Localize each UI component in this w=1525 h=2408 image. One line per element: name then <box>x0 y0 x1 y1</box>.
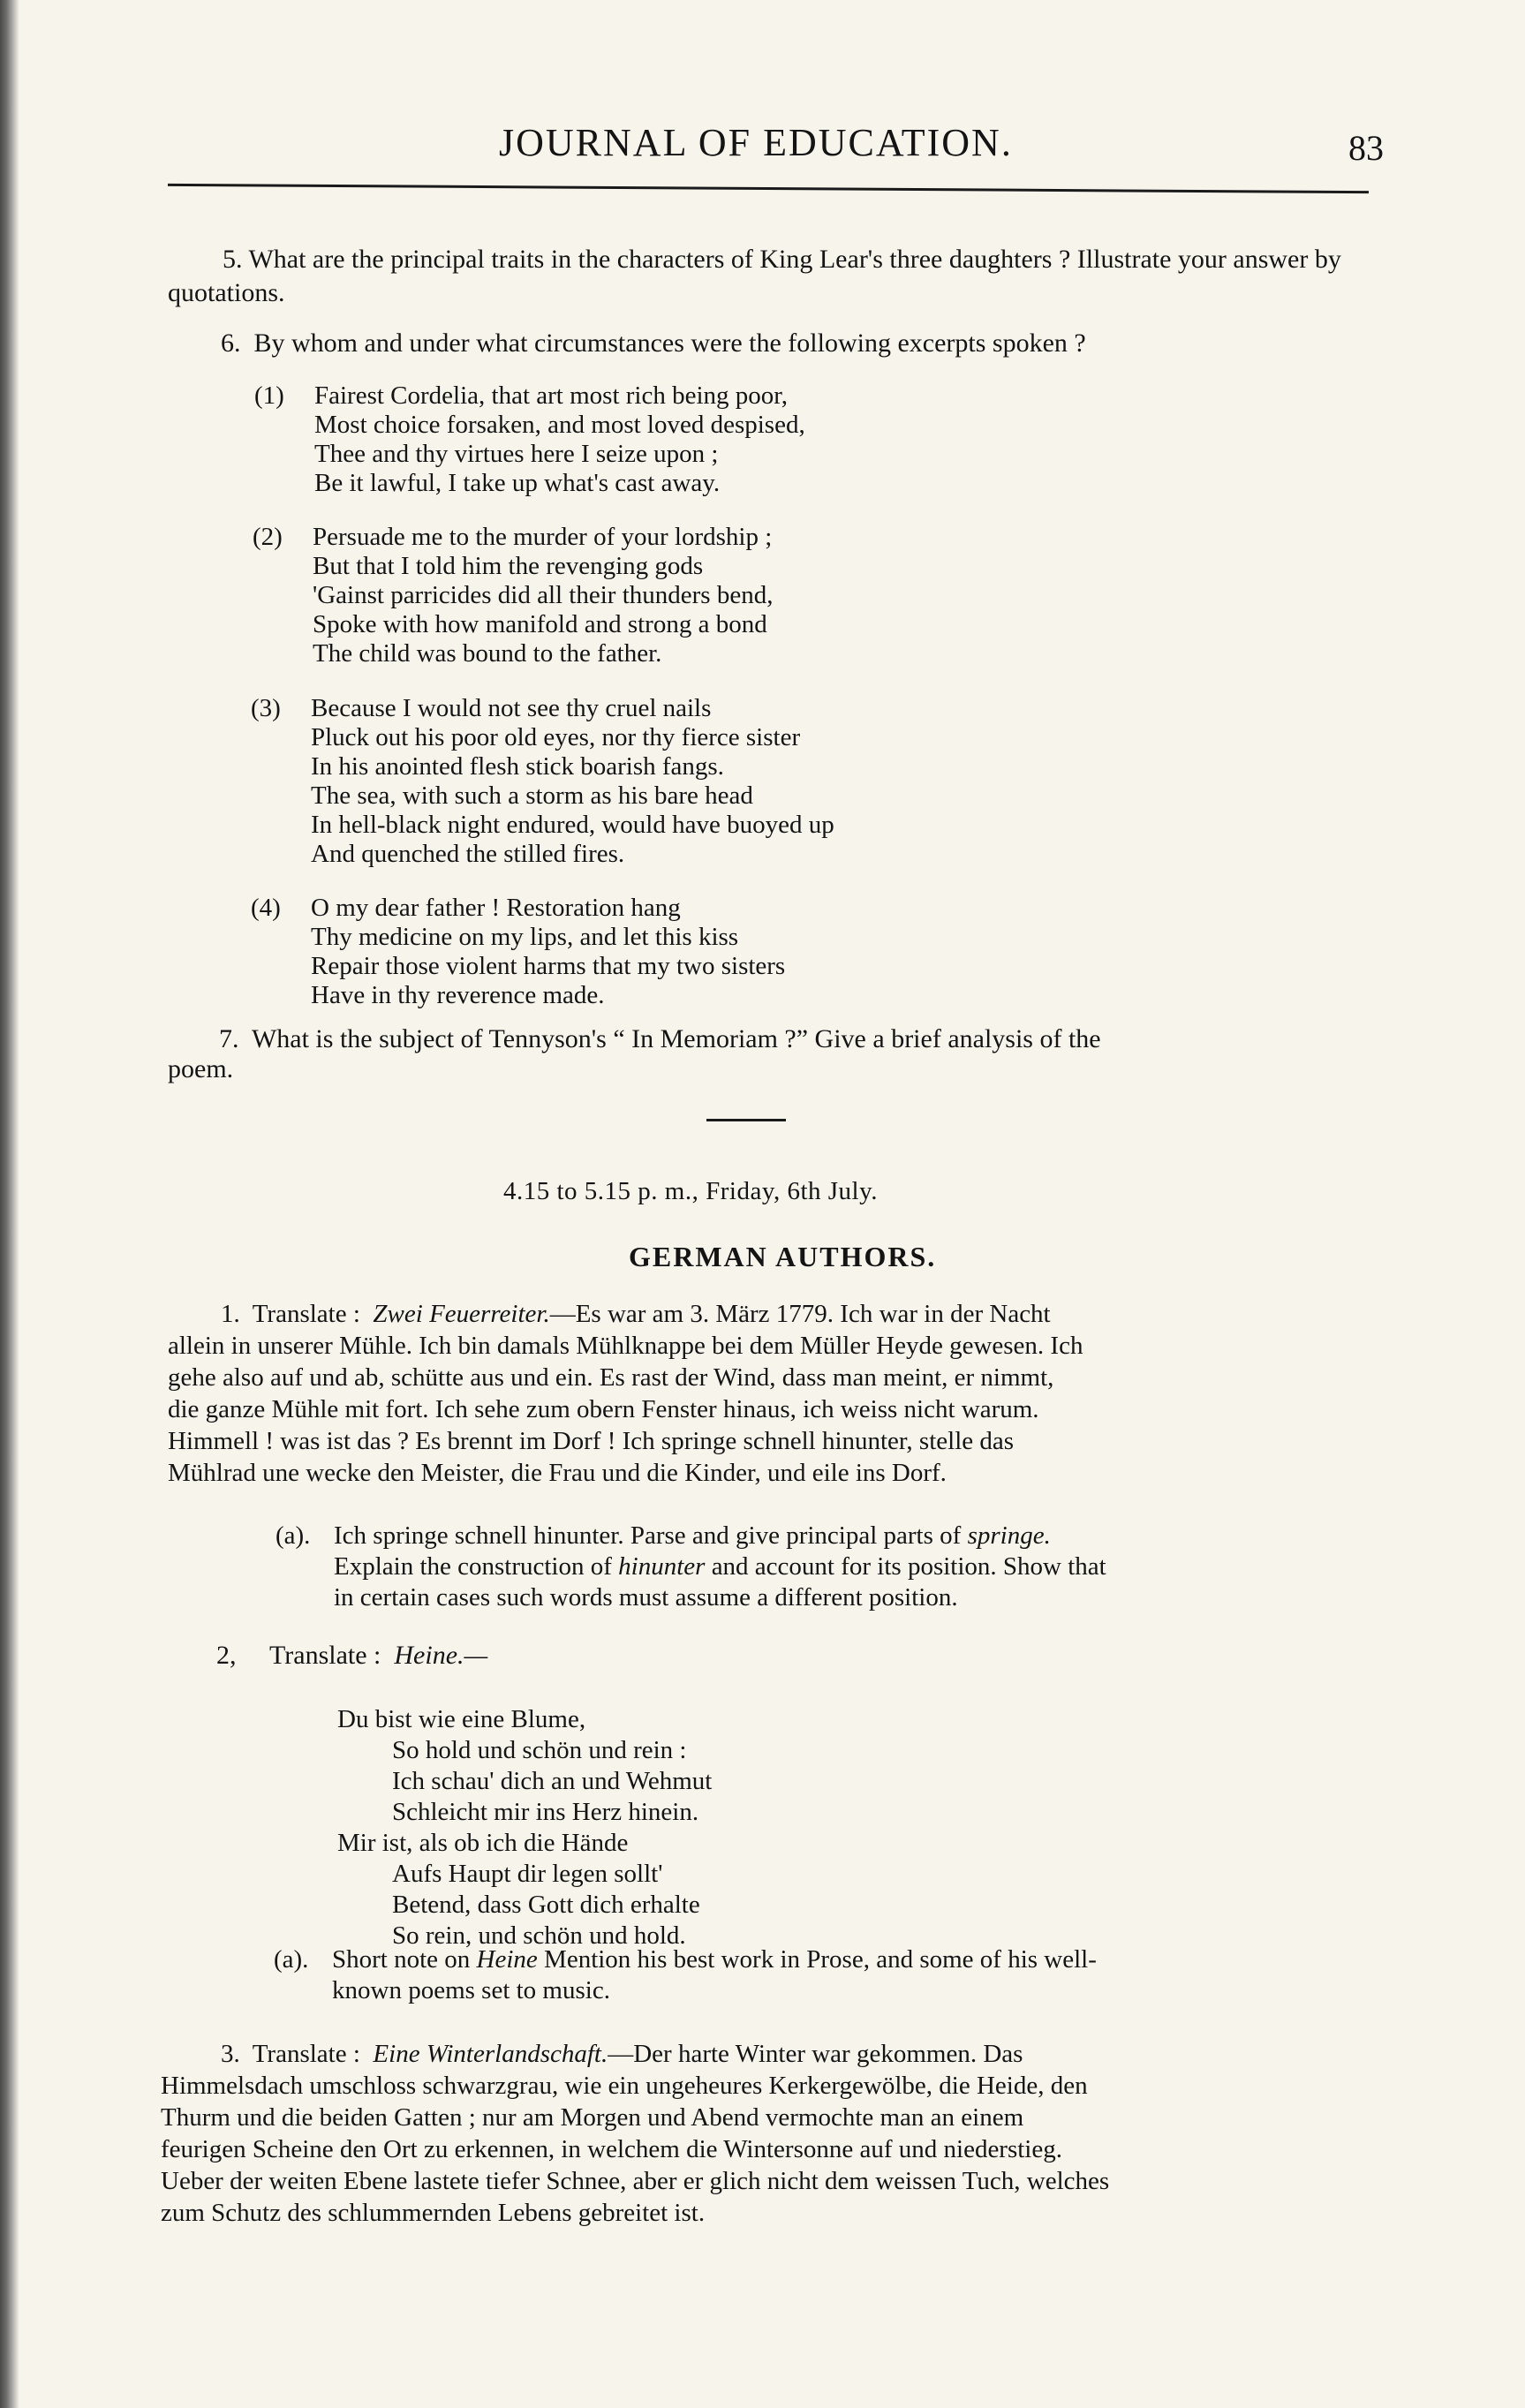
excerpt-line: Most choice forsaken, and most loved despised, <box>314 411 805 439</box>
sub-text: Mention his best work in Prose, and some of his well- <box>537 1945 1097 1974</box>
passage-line: —Es war am 3. März 1779. Ich war in der Nacht <box>549 1300 1051 1328</box>
passage-line: zum Schutz des schlummernden Lebens gebreitet ist. <box>161 2199 706 2227</box>
sub-text-emphasis: springe. <box>967 1521 1051 1550</box>
sub-label: (a). <box>274 1945 309 1974</box>
sub-text: Short note on <box>332 1945 477 1974</box>
excerpt-line: Pluck out his poor old eyes, nor thy fierce sister <box>311 723 801 751</box>
excerpt-line: The child was bound to the father. <box>313 639 662 668</box>
poem-line: Ich schau' dich an und Wehmut <box>392 1767 713 1795</box>
excerpt-line: Repair those violent harms that my two sisters <box>311 952 786 980</box>
german-question-2 <box>216 1641 487 1671</box>
passage-line: Ueber der weiten Ebene lastete tiefer Schnee, aber er glich nicht dem weissen Tuch, welches <box>161 2167 1110 2195</box>
excerpt-line: In hell-black night endured, would have buoyed up <box>311 811 834 839</box>
page-number: 83 <box>1348 128 1384 168</box>
sub-label: (a). <box>276 1521 311 1550</box>
section-title: GERMAN AUTHORS. <box>629 1241 937 1272</box>
question-number: 5. <box>223 245 243 274</box>
poem-line: Aufs Haupt dir legen sollt' <box>392 1860 663 1888</box>
excerpt-line: Spoke with how manifold and strong a bond <box>313 610 767 638</box>
excerpt-line: Because I would not see thy cruel nails <box>311 694 712 722</box>
page-header <box>159 115 1384 177</box>
sub-text-emphasis: Heine <box>476 1945 538 1974</box>
header-rule <box>168 184 1369 193</box>
passage-line: allein in unserer Mühle. Ich bin damals Mühlknappe bei dem Müller Heyde gewesen. Ich <box>168 1332 1083 1360</box>
question-number: 1. <box>221 1300 240 1328</box>
excerpt-line: Fairest Cordelia, that art most rich being poor, <box>314 381 789 410</box>
excerpt-line: 'Gainst parricides did all their thunders bend, <box>313 581 774 609</box>
question-text: What is the subject of Tennyson's “ In Memoriam ?” Give a brief analysis of the <box>251 1024 1101 1053</box>
excerpt-line: Thy medicine on my lips, and let this kiss <box>311 923 739 951</box>
german-question-1-sub-a <box>276 1521 1379 1613</box>
passage-line: gehe also auf und ab, schütte aus und ein. Es rast der Wind, dass man meint, er nimmt, <box>168 1363 1054 1392</box>
translate-label: Translate : <box>269 1641 381 1670</box>
poem-line: Du bist wie eine Blume, <box>337 1705 586 1733</box>
excerpt-line: Thee and thy virtues here I seize upon ; <box>314 440 719 468</box>
poem-line: Betend, dass Gott dich erhalte <box>392 1891 700 1919</box>
excerpt-line: Have in thy reverence made. <box>311 981 605 1009</box>
excerpt-label: (2) <box>253 523 283 551</box>
passage-line: Himmell ! was ist das ? Es brennt im Dorf ! Ich springe schnell hinunter, stelle das <box>168 1427 1015 1455</box>
sub-text: Explain the construction of <box>334 1552 619 1581</box>
question-text: What are the principal traits in the characters of King Lear's three daughters ? Illustrate your answer by quotations. <box>168 245 1341 307</box>
excerpt-label: (1) <box>254 381 284 410</box>
translate-label: Translate : <box>252 2040 360 2068</box>
question-number: 6. <box>221 328 241 358</box>
question-5 <box>168 243 1378 310</box>
question-number: 7. <box>219 1024 239 1053</box>
german-question-2-sub-a <box>274 1944 1378 2006</box>
session-time: 4.15 to 5.15 p. m., Friday, 6th July. <box>503 1177 878 1205</box>
sub-text: Ich springe schnell hinunter. Parse and give principal parts of <box>334 1521 968 1550</box>
excerpt-line: The sea, with such a storm as his bare head <box>311 781 753 810</box>
poem-line: Mir ist, als ob ich die Hände <box>337 1829 629 1857</box>
question-number: 3. <box>221 2040 240 2068</box>
poem-line: So hold und schön und rein : <box>392 1736 687 1764</box>
translate-label: Translate : <box>252 1300 360 1328</box>
passage-line: Mühlrad une wecke den Meister, die Frau und die Kinder, und eile ins Dorf. <box>168 1459 947 1487</box>
german-question-1 <box>168 1298 1378 1489</box>
passage-line: Thurm und die beiden Gatten ; nur am Morgen und Abend vermochte man an einem <box>161 2103 1024 2132</box>
passage-line: feurigen Scheine den Ort zu erkennen, in welchem die Wintersonne auf und niederstieg. <box>161 2135 1062 2163</box>
sub-text: and account for its position. Show that <box>705 1552 1106 1581</box>
excerpt-line: In his anointed flesh stick boarish fangs. <box>311 752 724 781</box>
passage-title: Heine.— <box>394 1641 488 1670</box>
sub-text-emphasis: hinunter <box>618 1552 706 1581</box>
sub-text: known poems set to music. <box>332 1976 610 2004</box>
passage-title: Zwei Feuerreiter. <box>373 1300 550 1328</box>
passage-line: —Der harte Winter war gekommen. Das <box>608 2040 1023 2068</box>
excerpt-label: (3) <box>251 694 281 722</box>
section-divider <box>706 1119 786 1121</box>
sub-text: in certain cases such words must assume a different position. <box>334 1583 958 1612</box>
question-text-continued: poem. <box>168 1054 234 1083</box>
page-edge-shadow <box>0 0 19 2408</box>
passage-line: Himmelsdach umschloss schwarzgrau, wie ein ungeheures Kerkergewölbe, die Heide, den <box>161 2072 1088 2100</box>
question-7 <box>168 1024 1378 1084</box>
passage-title: Eine Winterlandschaft. <box>373 2040 608 2068</box>
running-head: JOURNAL OF EDUCATION. <box>499 121 1013 164</box>
question-6 <box>221 327 1369 360</box>
excerpt-line: Persuade me to the murder of your lordship ; <box>313 523 773 551</box>
excerpt-line: O my dear father ! Restoration hang <box>311 894 681 922</box>
passage-line: die ganze Mühle mit fort. Ich sehe zum obern Fenster hinaus, ich weiss nicht warum. <box>168 1395 1039 1423</box>
excerpt-label: (4) <box>251 894 281 922</box>
question-number: 2, <box>216 1641 237 1670</box>
excerpt-line: But that I told him the revenging gods <box>313 552 704 580</box>
german-question-3 <box>161 2038 1378 2229</box>
excerpt-line: And quenched the stilled fires. <box>311 840 625 868</box>
poem-line: Schleicht mir ins Herz hinein. <box>392 1798 699 1826</box>
question-text: By whom and under what circumstances were the following excerpts spoken ? <box>253 328 1086 358</box>
poem-line: So rein, und schön und hold. <box>392 1921 686 1950</box>
excerpt-line: Be it lawful, I take up what's cast away. <box>314 469 721 497</box>
heine-poem <box>337 1704 712 1951</box>
